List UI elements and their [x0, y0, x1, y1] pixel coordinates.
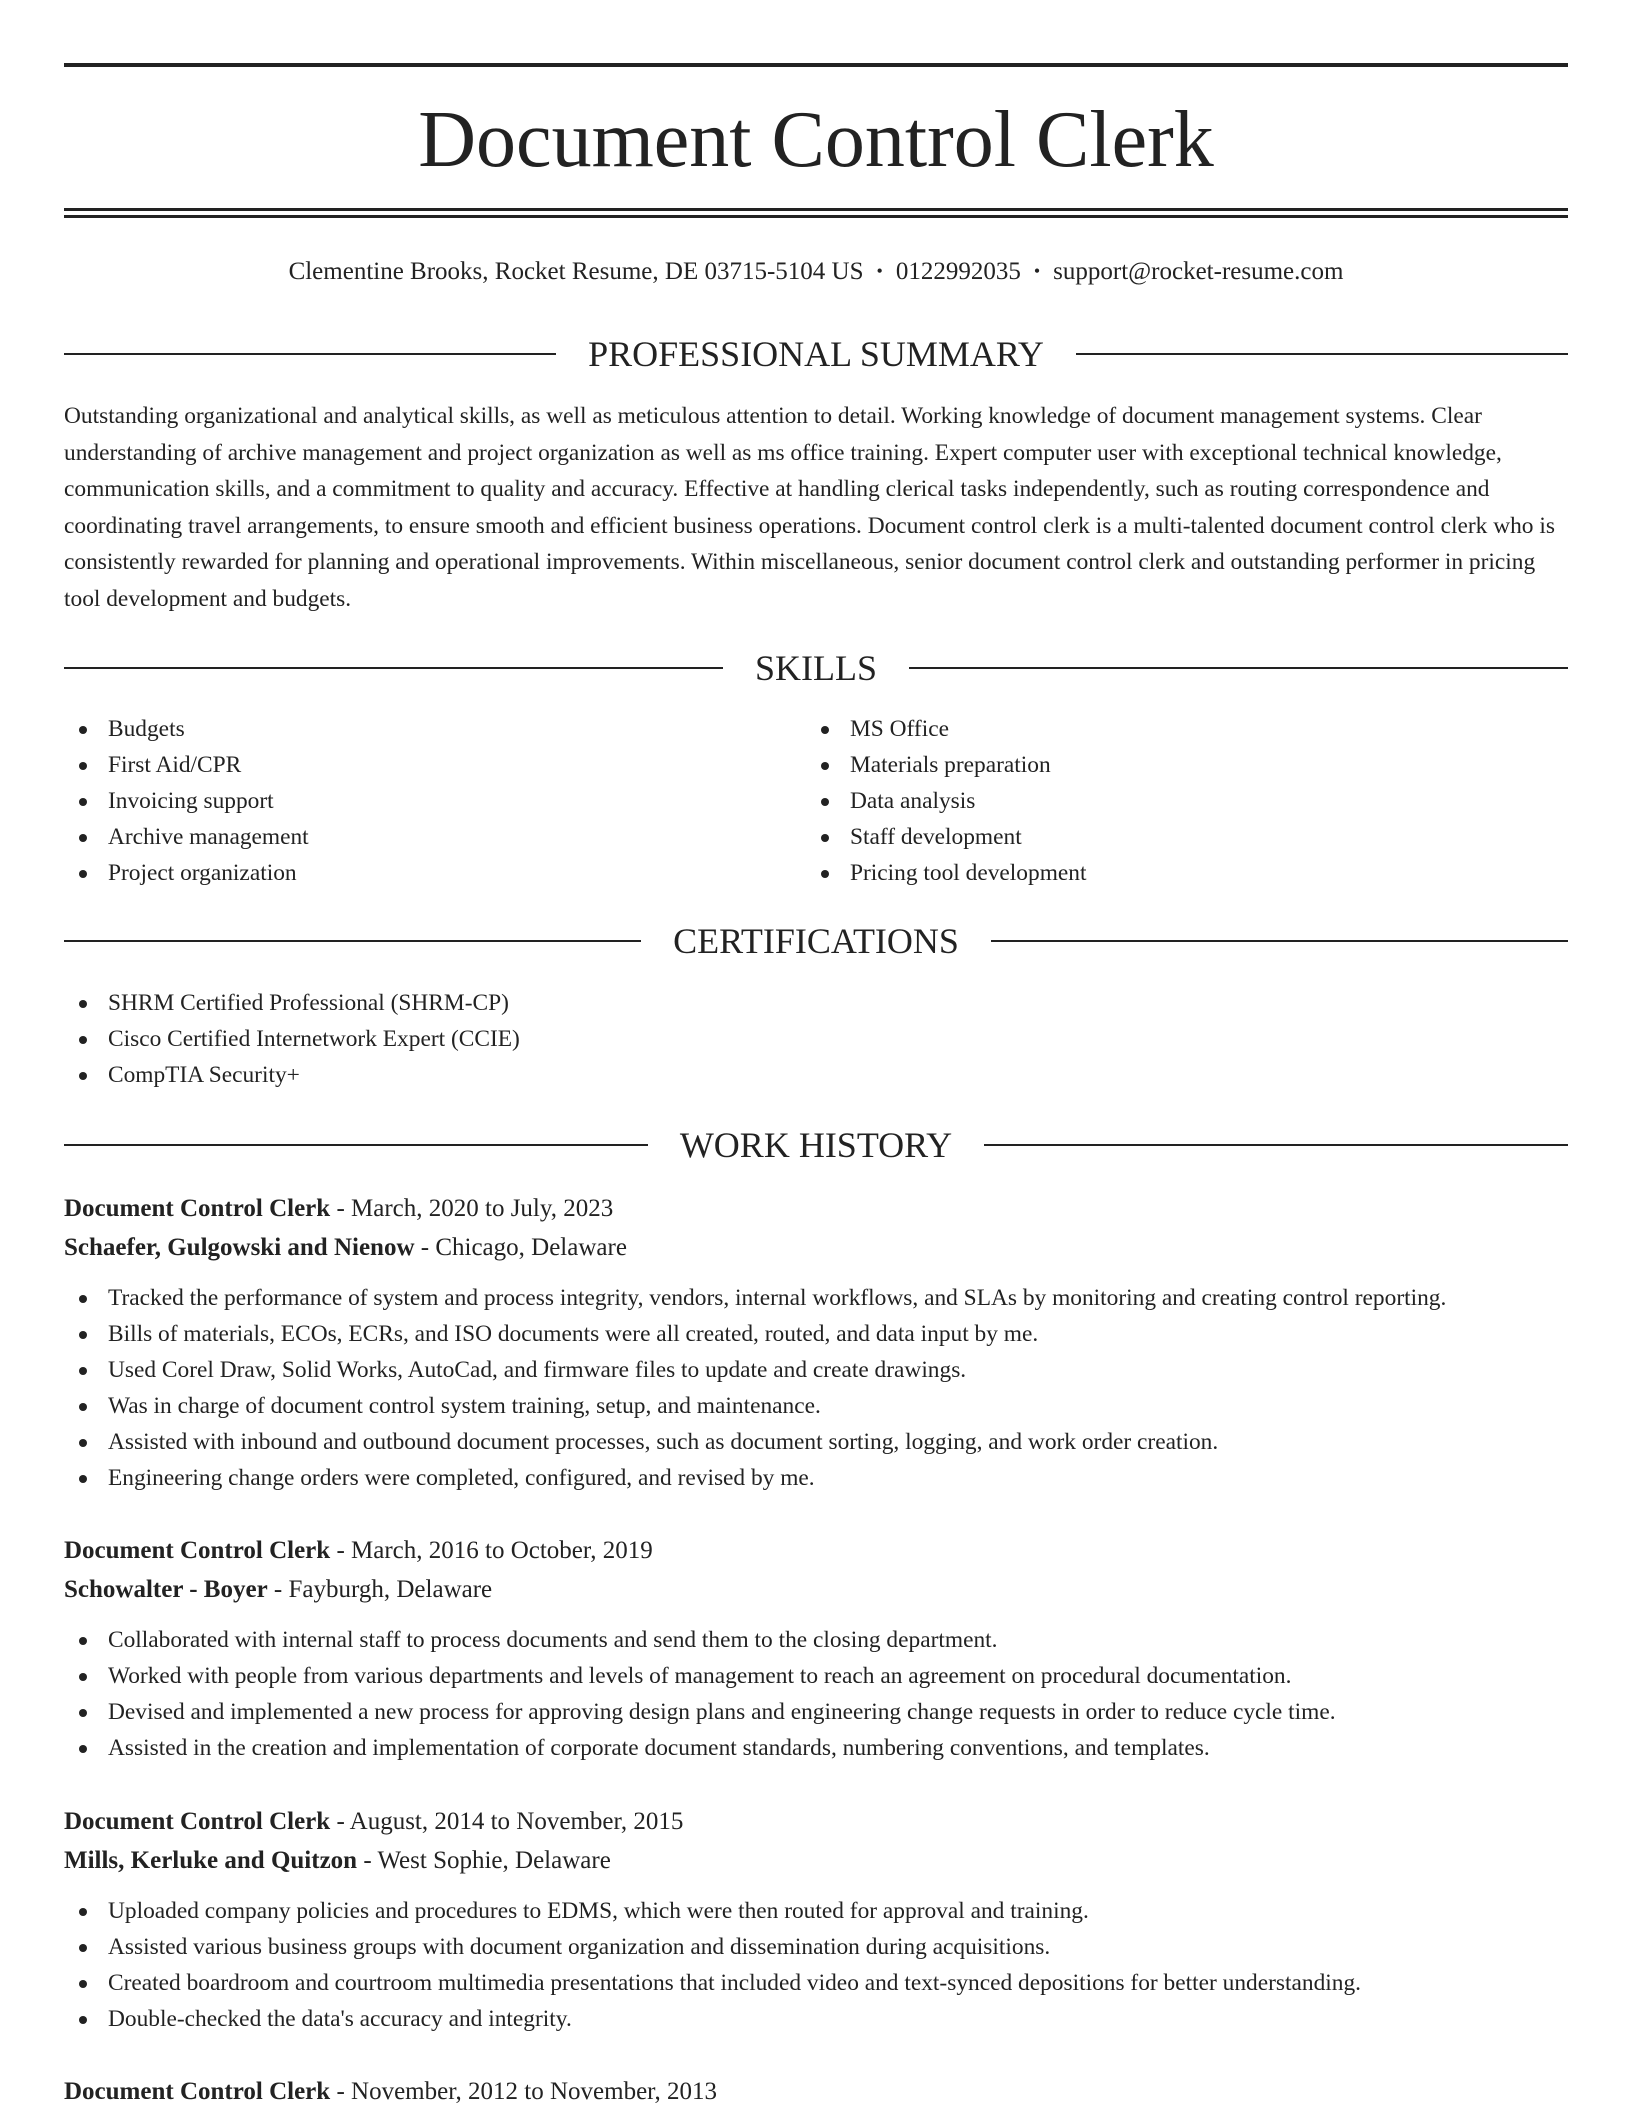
- job-bullet-text: Was in charge of document control system training, setup, and maintenance.: [108, 1393, 821, 1419]
- job-location: - Chicago, Delaware: [414, 1234, 627, 1261]
- job-bullet-text: Double-checked the data's accuracy and integrity.: [108, 2006, 572, 2032]
- job-bullet-text: Used Corel Draw, Solid Works, AutoCad, and firmware files to update and create drawings.: [108, 1357, 967, 1383]
- job-title: Document Control Clerk: [64, 1808, 331, 1835]
- bullet-icon: [79, 1980, 87, 1988]
- heading-rule-right: [991, 940, 1568, 942]
- bullet-icon: [79, 1637, 87, 1645]
- job-dates: - March, 2020 to July, 2023: [330, 1195, 614, 1222]
- certifications-list: [64, 985, 1568, 1093]
- bullet-icon: [821, 726, 829, 734]
- bullet-icon: [79, 1745, 87, 1753]
- job-bullet: [64, 1424, 1568, 1460]
- job-location: - West Sophie, Delaware: [357, 1847, 611, 1874]
- job-bullet-text: Uploaded company policies and procedures to EDMS, which were then routed for approval and training.: [108, 1898, 1089, 1924]
- bullet-icon: [79, 726, 87, 734]
- job-bullet-text: Assisted with inbound and outbound document processes, such as document sorting, logging, and work order creation.: [108, 1429, 1219, 1455]
- bullet-icon: [79, 1000, 87, 1008]
- skill-item: [806, 747, 1506, 783]
- job-bullet: [64, 1622, 1568, 1658]
- job-title-line: [64, 1804, 1568, 1840]
- job-bullet-text: Tracked the performance of system and process integrity, vendors, internal workflows, and SLAs by monitoring and creating control reporting.: [108, 1285, 1447, 1311]
- job-company-line: [64, 1843, 1568, 1879]
- bullet-icon: [79, 762, 87, 770]
- skill-text: MS Office: [850, 716, 949, 742]
- certifications-block: [64, 985, 1568, 1093]
- bullet-icon: [821, 870, 829, 878]
- bullet-icon: [821, 762, 829, 770]
- skills-list-right: [806, 711, 1506, 891]
- bullet-icon: [821, 834, 829, 842]
- job-dates: - November, 2012 to November, 2013: [330, 2078, 717, 2105]
- contact-phone: 0122992035: [895, 258, 1021, 285]
- bullet-icon: [79, 1072, 87, 1080]
- job-title-line: [64, 2074, 1568, 2110]
- job-title: Document Control Clerk: [64, 2078, 331, 2105]
- job-title: Document Control Clerk: [64, 1195, 331, 1222]
- heading-rule-left: [64, 353, 556, 355]
- job-bullets: [64, 1893, 1568, 2037]
- job-title-line: [64, 1533, 1568, 1569]
- job-title: Document Control Clerk: [64, 1537, 331, 1564]
- job-bullet-text: Assisted in the creation and implementation of corporate document standards, numbering conventions, and templates.: [108, 1735, 1210, 1761]
- header-top-rule: [64, 63, 1568, 67]
- skill-text: First Aid/CPR: [108, 752, 242, 778]
- job-bullet: [64, 1352, 1568, 1388]
- contact-separator: •: [876, 261, 883, 281]
- job-bullet: [64, 1316, 1568, 1352]
- resume-title: Document Control Clerk: [418, 96, 1214, 184]
- bullet-icon: [79, 1403, 87, 1411]
- heading-rule-left: [64, 940, 641, 942]
- job-bullet: [64, 1965, 1568, 2001]
- heading-rule-right: [1076, 353, 1568, 355]
- skill-item: [806, 711, 1506, 747]
- section-heading-certifications: [64, 918, 1568, 964]
- job-company: Mills, Kerluke and Quitzon: [64, 1847, 358, 1874]
- job-dates: - August, 2014 to November, 2015: [330, 1808, 684, 1835]
- bullet-icon: [79, 2016, 87, 2024]
- job-bullet-text: Devised and implemented a new process for approving design plans and engineering change requests in order to reduce cycle time.: [108, 1699, 1336, 1725]
- section-heading-skills: [64, 645, 1568, 691]
- bullet-icon: [79, 1367, 87, 1375]
- section-heading-label: SKILLS: [755, 648, 878, 688]
- job-bullet-text: Worked with people from various departments and levels of management to reach an agreement on procedural documentation.: [108, 1663, 1292, 1689]
- bullet-icon: [79, 798, 87, 806]
- job-bullet-text: Created boardroom and courtroom multimedia presentations that included video and text-synced depositions for better understanding.: [108, 1970, 1362, 1996]
- contact-email: support@rocket-resume.com: [1053, 258, 1344, 285]
- header-double-rule-upper: [64, 208, 1568, 211]
- contact-separator: •: [1033, 261, 1041, 281]
- job-bullet: [64, 1460, 1568, 1496]
- job-entry: [64, 2074, 1568, 2110]
- skill-text: Staff development: [850, 824, 1022, 850]
- heading-rule-left: [64, 667, 723, 669]
- skill-item: [64, 783, 764, 819]
- job-bullet: [64, 1730, 1568, 1766]
- certification-text: CompTIA Security+: [108, 1062, 300, 1088]
- bullet-icon: [79, 1709, 87, 1717]
- job-entry: [64, 1533, 1568, 1766]
- job-company-line: [64, 1572, 1568, 1608]
- heading-rule-right: [984, 1144, 1568, 1146]
- skill-item: [64, 711, 764, 747]
- skill-item: [64, 819, 764, 855]
- heading-rule-right: [909, 667, 1568, 669]
- skill-text: Materials preparation: [850, 752, 1051, 778]
- bullet-icon: [79, 1475, 87, 1483]
- certification-item: [64, 985, 1568, 1021]
- skill-text: Data analysis: [850, 788, 976, 814]
- job-entry: [64, 1191, 1568, 1496]
- skill-item: [64, 855, 764, 891]
- bullet-icon: [79, 1673, 87, 1681]
- section-heading-label: WORK HISTORY: [679, 1125, 953, 1165]
- job-bullet: [64, 1280, 1568, 1316]
- skill-item: [806, 855, 1506, 891]
- certification-item: [64, 1057, 1568, 1093]
- section-heading-label: CERTIFICATIONS: [673, 921, 959, 961]
- section-heading-label: PROFESSIONAL SUMMARY: [588, 334, 1044, 374]
- bullet-icon: [79, 1908, 87, 1916]
- bullet-icon: [79, 1295, 87, 1303]
- skills-list-left: [64, 711, 764, 891]
- job-bullet-text: Assisted various business groups with document organization and dissemination during acquisitions.: [108, 1934, 1051, 1960]
- job-dates: - March, 2016 to October, 2019: [330, 1537, 653, 1564]
- job-company: Schowalter - Boyer: [64, 1576, 268, 1603]
- skill-item: [806, 783, 1506, 819]
- job-bullet-text: Collaborated with internal staff to process documents and send them to the closing department.: [108, 1627, 998, 1653]
- job-bullet: [64, 1388, 1568, 1424]
- bullet-icon: [79, 1036, 87, 1044]
- contact-address: Clementine Brooks, Rocket Resume, DE 03715-5104 US: [288, 258, 864, 285]
- skill-text: Budgets: [108, 716, 185, 742]
- job-bullet: [64, 1929, 1568, 1965]
- skill-text: Archive management: [108, 824, 309, 850]
- job-bullet-text: Bills of materials, ECOs, ECRs, and ISO documents were all created, routed, and data input by me.: [108, 1321, 1039, 1347]
- job-title-line: [64, 1191, 1568, 1227]
- section-heading-work-history: [64, 1122, 1568, 1168]
- job-bullet: [64, 1893, 1568, 1929]
- certification-item: [64, 1021, 1568, 1057]
- skills-column-left: [64, 711, 764, 891]
- bullet-icon: [79, 1944, 87, 1952]
- summary-paragraph: Outstanding organizational and analytical skills, as well as meticulous attention to detail. Working knowledge of document management systems. Clear understanding of archive management and project organization as well as ms office training. Expert computer user with exceptional technical knowledge, communication skills, and a commitment to quality and accuracy. Effective at handling clerical tasks independently, such as routing correspondence and coordinating travel arrangements, to ensure smooth and efficient business operations. Document control clerk is a multi-talented document control clerk who is consistently rewarded for planning and operational improvements. Within miscellaneous, senior document control clerk and outstanding performer in pricing tool development and budgets.: [64, 403, 1555, 612]
- bullet-icon: [821, 798, 829, 806]
- bullet-icon: [79, 1331, 87, 1339]
- job-bullet: [64, 1658, 1568, 1694]
- skill-item: [64, 747, 764, 783]
- job-bullets: [64, 1622, 1568, 1766]
- job-bullets: [64, 1280, 1568, 1496]
- job-bullet: [64, 2001, 1568, 2037]
- job-bullet: [64, 1694, 1568, 1730]
- job-company-line: [64, 1230, 1568, 1266]
- bullet-icon: [79, 1439, 87, 1447]
- section-heading-summary: [64, 331, 1568, 377]
- skill-text: Project organization: [108, 860, 297, 886]
- job-location: - Fayburgh, Delaware: [267, 1576, 493, 1603]
- job-company: Schaefer, Gulgowski and Nienow: [64, 1234, 415, 1261]
- certification-text: SHRM Certified Professional (SHRM-CP): [108, 990, 509, 1016]
- heading-rule-left: [64, 1144, 648, 1146]
- skill-text: Invoicing support: [108, 788, 274, 814]
- skill-text: Pricing tool development: [850, 860, 1087, 886]
- contact-line: [64, 254, 1568, 289]
- bullet-icon: [79, 834, 87, 842]
- skills-column-right: [806, 711, 1506, 891]
- bullet-icon: [79, 870, 87, 878]
- skill-item: [806, 819, 1506, 855]
- job-entry: [64, 1804, 1568, 2037]
- header-double-rule-lower: [64, 215, 1568, 218]
- job-bullet-text: Engineering change orders were completed, configured, and revised by me.: [108, 1465, 815, 1491]
- certification-text: Cisco Certified Internetwork Expert (CCIE): [108, 1026, 520, 1052]
